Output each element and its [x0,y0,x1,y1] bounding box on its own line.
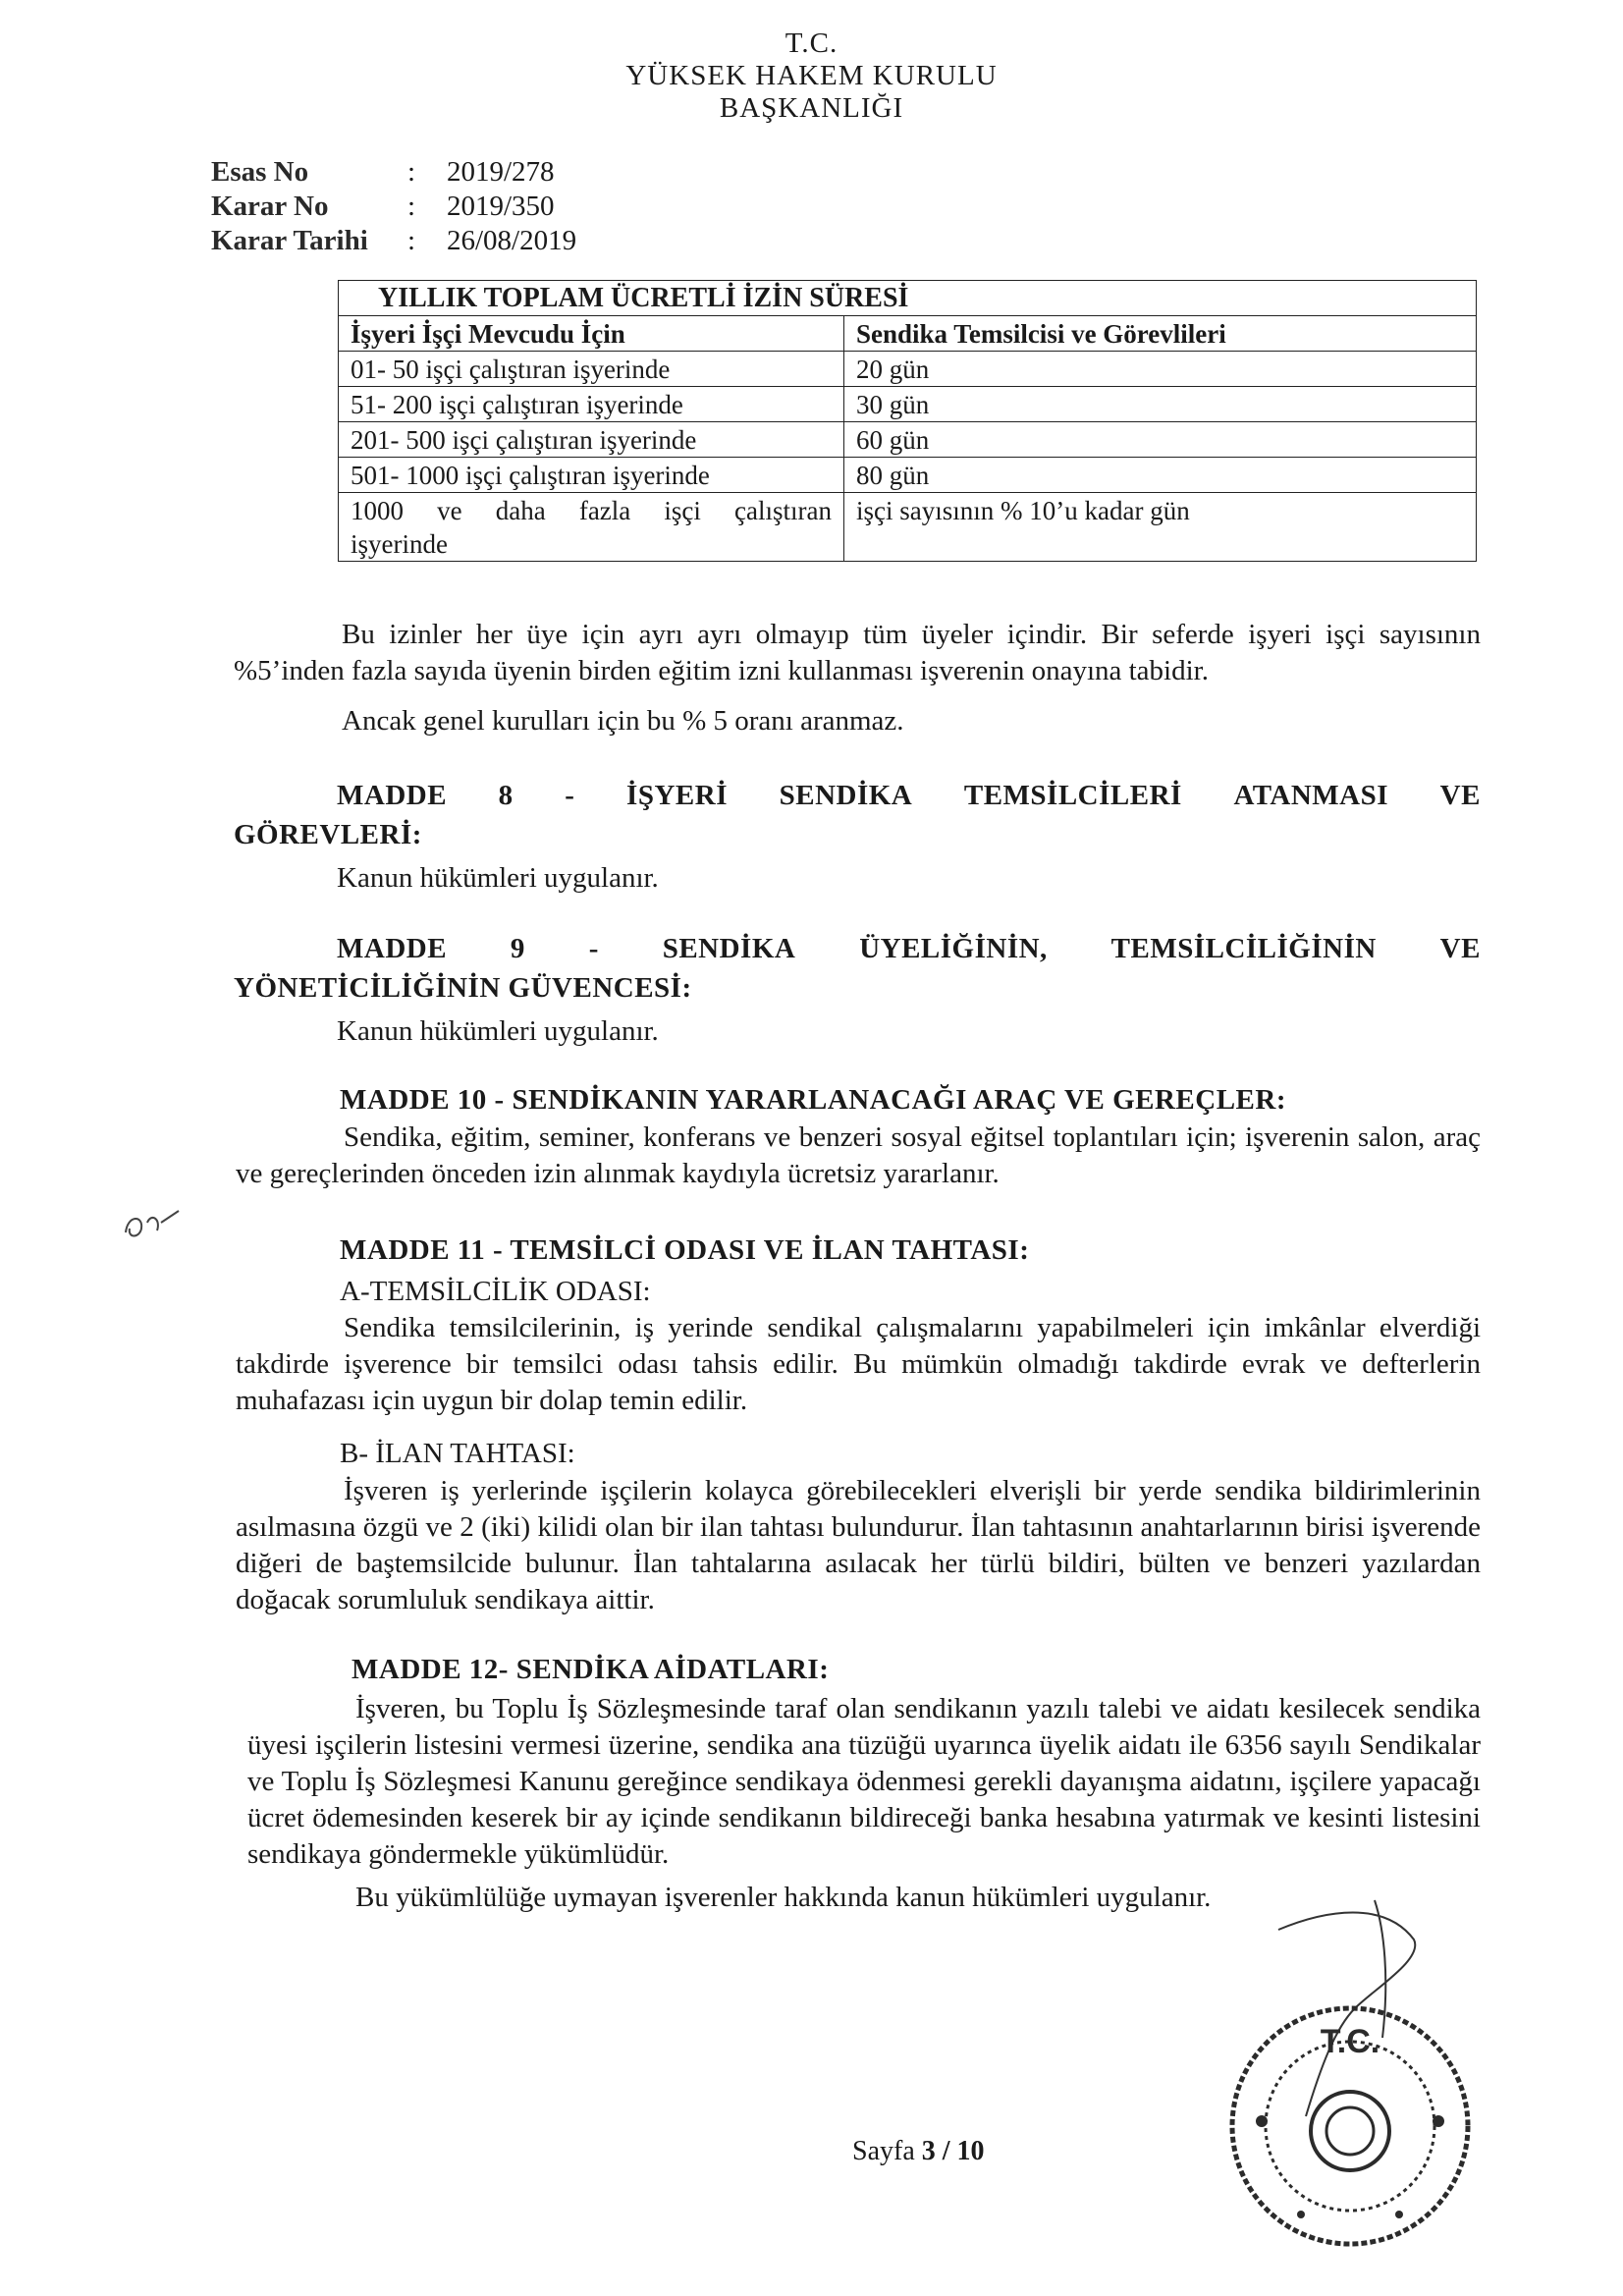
table-cell: 60 gün [844,422,1477,458]
madde12-heading: MADDE 12- SENDİKA AİDATLARI: [352,1654,830,1685]
handwritten-mark-icon [118,1193,187,1252]
table-row [339,387,1477,422]
table-cell: 30 gün [844,387,1477,422]
madde10-heading: MADDE 10 - SENDİKANIN YARARLANACAĞI ARAÇ VE GEREÇLER: [340,1084,1286,1116]
heading-word: 9 [510,933,525,964]
header-presidency: BAŞKANLIĞI [719,92,904,124]
table-cell: 20 gün [844,352,1477,387]
karar-label: Karar No [211,191,329,222]
heading-word: VE [1439,933,1481,964]
karar-row [211,190,576,224]
karar-sep: : [407,191,416,222]
madde8-heading-line2: GÖREVLERİ: [234,819,422,850]
column-header: İşyeri İşçi Mevcudu İçin [339,316,844,352]
madde11-body-b: İşveren iş yerlerinde işçilerin kolayca görebilecekleri elverişli bir yerde sendika bildirimlerinin asılmasına özgü ve 2 (iki) kilidi olan bir ilan tahtası bulundurur. İlan tahtasının anahtarlarının birisi işverende diğeri de baştemsilcide bulunur. İlan tahtalarına asılacak her türlü bildiri, bülten ve benzeri yazılardan doğacak sorumluluk sendikaya aittir. [236,1475,1481,1615]
heading-word: 8 [498,780,514,811]
esas-label: Esas No [211,156,309,188]
heading-word: - [565,780,575,811]
table-row [339,422,1477,458]
madde8-body: Kanun hükümleri uygulanır. [337,862,659,894]
madde11-heading: MADDE 11 - TEMSİLCİ ODASI VE İLAN TAHTASI: [340,1234,1030,1266]
heading-word: MADDE [337,933,448,964]
leave-table [338,280,1477,562]
table-cell: 80 gün [844,458,1477,493]
table-row [339,458,1477,493]
heading-word: - [588,933,599,964]
heading-word: İŞYERİ [626,780,728,811]
heading-word: SENDİKA [779,780,913,811]
heading-word: ATANMASI [1233,780,1389,811]
heading-word: TEMSİLCİLİĞİNİN [1110,933,1377,964]
table-cell: 501- 1000 işçi çalıştıran işyerinde [339,458,844,493]
heading-word: SENDİKA [662,933,796,964]
document-header [0,27,1623,125]
page-footer [852,2136,985,2167]
stamp-text: T.C. [1320,2023,1380,2060]
madde9-heading-line1 [234,929,1481,968]
madde12-body2: Bu yükümlülüğe uymayan işverenler hakkında kanun hükümleri uygulanır. [355,1882,1212,1913]
heading-word: VE [1439,780,1481,811]
table-cell: işçi sayısının % 10’u kadar gün [844,493,1477,562]
heading-word: MADDE [337,780,448,811]
table-cell-line: 1000 ve daha fazla işçi çalıştıran [351,496,832,525]
madde9-heading [234,929,1481,1008]
header-court: YÜKSEK HAKEM KURULU [625,60,998,91]
madde11-sub-a: A-TEMSİLCİLİK ODASI: [340,1276,651,1307]
esas-row [211,155,576,190]
madde11-sub-b: B- İLAN TAHTASI: [340,1438,575,1469]
madde10-body: Sendika, eğitim, seminer, konferans ve benzeri sosyal eğitsel toplantıları için; işverenin salon, araç ve gereçlerinden önceden izin alınmak kaydıyla ücretsiz yararlanır. [236,1121,1481,1189]
table-cell: 01- 50 işçi çalıştıran işyerinde [339,352,844,387]
esas-sep: : [407,156,416,188]
tarih-row [211,224,576,258]
esas-value: 2019/278 [447,156,555,188]
table-row [339,352,1477,387]
madde12-body1: İşveren, bu Toplu İş Sözleşmesinde taraf olan sendikanın yazılı talebi ve aidatı kesilecek sendika üyesi işçilerin listesini vermesi üzerine, sendika ana tüzüğü uyarınca üyelik aidatı ile 6356 sayılı Sendikalar ve Toplu İş Sözleşmesi Kanunu gereğince sendikaya ödenmesi gerekli dayanışma aidatını, işçilere yapacağı ücret ödemesinden keserek bir ay içinde sendikanın bildireceği banka hesabına yatırmak ve kesinti listesini sendikaya göndermekle yükümlüdür. [247,1693,1481,1870]
tarih-value: 26/08/2019 [447,225,577,256]
paragraph: Ancak genel kurulları için bu % 5 oranı aranmaz. [342,705,904,737]
tarih-sep: : [407,225,416,256]
madde8-heading [234,776,1481,854]
madde9-body: Kanun hükümleri uygulanır. [337,1015,659,1047]
header-tc: T.C. [784,27,839,59]
madde9-heading-line2: YÖNETİCİLİĞİNİN GÜVENCESİ: [234,972,692,1004]
madde8-heading-line1 [234,776,1481,815]
table-cell: 51- 200 işçi çalıştıran işyerinde [339,387,844,422]
leave-table-title: YILLIK TOPLAM ÜCRETLİ İZİN SÜRESİ [339,281,1477,316]
footer-page-number: 3 / 10 [921,2136,985,2166]
official-stamp-icon [1222,1994,1478,2259]
karar-value: 2019/350 [447,191,555,222]
madde11-body-a: Sendika temsilcilerinin, iş yerinde sendikal çalışmalarını yapabilmeleri için imkânlar elverdiği takdirde işverence bir temsilci odası tahsis edilir. Bu mümkün olmadığı takdirde evrak ve defterlerin muhafazası için uygun bir dolap temin edilir. [236,1312,1481,1416]
leave-table-header-row [339,316,1477,352]
table-row [339,493,1477,562]
footer-prefix: Sayfa [852,2136,915,2166]
tarih-label: Karar Tarihi [211,225,368,256]
heading-word: ÜYELİĞİNİN, [859,933,1048,964]
case-meta [211,155,576,258]
heading-word: TEMSİLCİLERİ [963,780,1182,811]
table-cell: 201- 500 işçi çalıştıran işyerinde [339,422,844,458]
table-cell [339,493,844,562]
table-cell-line: işyerinde [351,529,448,559]
column-header: Sendika Temsilcisi ve Görevlileri [844,316,1477,352]
paragraph: Bu izinler her üye için ayrı ayrı olmayıp tüm üyeler içindir. Bir seferde işyeri işçi sayısının %5’inden fazla sayıda üyenin birden eğitim izni kullanması işverenin onayına tabidir. [234,619,1481,686]
leave-table-title-row [339,281,1477,316]
